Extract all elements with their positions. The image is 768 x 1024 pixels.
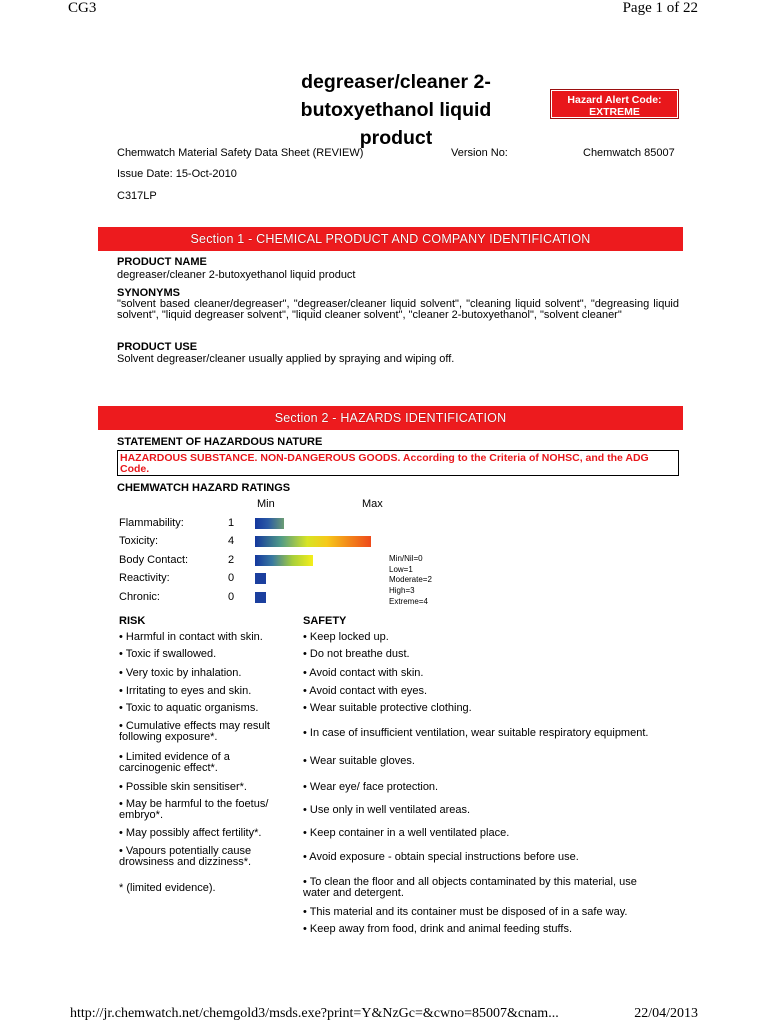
risk-item-line: • Possible skin sensitiser*. [119, 781, 247, 793]
risk-item-line: • Irritating to eyes and skin. [119, 685, 252, 697]
synonyms-heading: SYNONYMS [117, 287, 180, 299]
print-header-page-number: Page 1 of 22 [622, 0, 698, 16]
risk-item-line: carcinogenic effect*. [119, 762, 218, 774]
version-label: Version No: [451, 147, 508, 159]
rating-legend [389, 554, 432, 608]
risk-item [119, 632, 263, 643]
scale-max-label: Max [362, 498, 383, 510]
risk-item [119, 799, 268, 821]
risk-item-line: drowsiness and dizziness*. [119, 856, 252, 868]
risk-item [119, 721, 270, 743]
hazard-alert-badge [550, 89, 679, 119]
safety-item-line: • Wear suitable protective clothing. [303, 702, 472, 714]
synonyms-value: "solvent based cleaner/degreaser", "degreaser/cleaner liquid solvent", "cleaning liquid solvent", "degreasing liquid solvent", "liquid degreaser solvent", "liquid cleaner solvent", "cleaner 2-butoxyethanol", "solvent cleaner" [117, 298, 679, 321]
safety-item-line: • In case of insufficient ventilation, wear suitable respiratory equipment. [303, 727, 649, 739]
section-2-heading: Section 2 - HAZARDS IDENTIFICATION [98, 406, 683, 430]
risk-item-line: • May possibly affect fertility*. [119, 827, 262, 839]
risk-item-line: embryo*. [119, 809, 164, 821]
risk-item [119, 846, 251, 868]
risk-item-line: • Limited evidence of a [119, 751, 230, 763]
rating-bar-flammability [255, 518, 284, 529]
section-1-heading: Section 1 - CHEMICAL PRODUCT AND COMPANY IDENTIFICATION [98, 227, 683, 251]
title-line: butoxyethanol liquid [300, 99, 492, 121]
safety-item [303, 877, 637, 899]
safety-item-line: • Avoid exposure - obtain special instructions before use. [303, 851, 579, 863]
risk-item [119, 782, 247, 793]
safety-item [303, 924, 572, 935]
risk-item-line: * (limited evidence). [119, 882, 216, 894]
rating-value-chronic: 0 [228, 591, 235, 603]
ratings-heading: CHEMWATCH HAZARD RATINGS [117, 482, 291, 494]
risk-heading: RISK [119, 615, 146, 627]
rating-value-flammability: 1 [228, 517, 235, 529]
risk-item [119, 828, 261, 839]
rating-label-chronic: Chronic: [119, 591, 160, 603]
safety-item-line: • Do not breathe dust. [303, 648, 410, 660]
rating-label-flammability: Flammability: [119, 517, 184, 529]
rating-value-body-contact: 2 [228, 554, 235, 566]
safety-item-line: • Keep away from food, drink and animal feeding stuffs. [303, 923, 573, 935]
rating-value-reactivity: 0 [228, 572, 235, 584]
rating-label-body-contact: Body Contact: [119, 554, 189, 566]
rating-bar-body-contact [255, 555, 313, 566]
risk-item [119, 649, 216, 660]
risk-item-line: • Cumulative effects may result [119, 720, 270, 732]
safety-item [303, 852, 579, 863]
legend-item: Extreme=4 [389, 596, 428, 606]
risk-item-line: • Vapours potentially cause [119, 845, 252, 857]
safety-item-line: • Use only in well ventilated areas. [303, 804, 471, 816]
risk-item [119, 686, 251, 697]
risk-item-line: • Toxic to aquatic organisms. [119, 702, 259, 714]
print-footer-date: 22/04/2013 [634, 1006, 698, 1021]
rating-value-toxicity: 4 [228, 535, 235, 547]
risk-item-line: following exposure*. [119, 731, 218, 743]
hazard-alert-level: EXTREME [589, 106, 640, 118]
risk-item-line: • Toxic if swallowed. [119, 648, 217, 660]
scale-min-label: Min [257, 498, 275, 510]
legend-item: Min/Nil=0 [389, 554, 423, 563]
risk-item-line: • May be harmful to the foetus/ [119, 798, 269, 810]
title-line: degreaser/cleaner 2- [301, 71, 491, 93]
hazard-statement-box: HAZARDOUS SUBSTANCE. NON-DANGEROUS GOODS. According to the Criteria of NOHSC, and the ADG Code. [117, 450, 679, 476]
risk-item [119, 883, 216, 894]
document-code: C317LP [117, 190, 157, 202]
safety-heading: SAFETY [303, 615, 347, 627]
product-name-heading: PRODUCT NAME [117, 256, 207, 268]
safety-item [303, 649, 410, 660]
safety-item-line: water and detergent. [303, 887, 404, 899]
rating-bar-reactivity [255, 573, 266, 584]
risk-item-line: • Harmful in contact with skin. [119, 631, 263, 643]
legend-item: Low=1 [389, 564, 413, 574]
safety-item-line: • Wear suitable gloves. [303, 755, 415, 767]
product-use-value: Solvent degreaser/cleaner usually applied by spraying and wiping off. [117, 353, 455, 365]
safety-item-line: • Keep container in a well ventilated place. [303, 827, 510, 839]
risk-item [119, 668, 241, 679]
chemwatch-number: Chemwatch 85007 [583, 147, 675, 159]
rating-label-reactivity: Reactivity: [119, 572, 170, 584]
issue-date: Issue Date: 15-Oct-2010 [117, 168, 237, 180]
risk-item [119, 752, 230, 774]
risk-item [119, 703, 258, 714]
safety-item [303, 632, 389, 643]
rating-bar-toxicity [255, 536, 371, 547]
safety-item [303, 828, 509, 839]
risk-item-line: • Very toxic by inhalation. [119, 667, 242, 679]
hazard-alert-label: Hazard Alert Code: [567, 94, 662, 106]
safety-item [303, 805, 470, 816]
rating-bar-chronic [255, 592, 266, 603]
rating-label-toxicity: Toxicity: [119, 535, 159, 547]
page-title [266, 68, 526, 152]
print-footer-url: http://jr.chemwatch.net/chemgold3/msds.exe?print=Y&NzGc=&cwno=85007&cnam... [70, 1006, 559, 1021]
product-use-heading: PRODUCT USE [117, 341, 198, 353]
legend-item: High=3 [389, 586, 415, 596]
safety-item-line: • Wear eye/ face protection. [303, 781, 439, 793]
safety-item-line: • This material and its container must be disposed of in a safe way. [303, 906, 628, 918]
safety-item-line: • To clean the floor and all objects contaminated by this material, use [303, 876, 637, 888]
sheet-label: Chemwatch Material Safety Data Sheet (REVIEW) [117, 147, 364, 159]
safety-item [303, 686, 427, 697]
safety-item [303, 703, 472, 714]
safety-item [303, 756, 415, 767]
print-header-left: CG3 [68, 0, 97, 16]
safety-item [303, 668, 423, 679]
safety-item [303, 782, 438, 793]
safety-item [303, 907, 627, 918]
safety-item-line: • Avoid contact with skin. [303, 667, 424, 679]
safety-item-line: • Avoid contact with eyes. [303, 685, 428, 697]
title-line: product [359, 127, 433, 149]
safety-item-line: • Keep locked up. [303, 631, 389, 643]
statement-heading: STATEMENT OF HAZARDOUS NATURE [117, 436, 323, 448]
safety-item [303, 728, 648, 739]
legend-item: Moderate=2 [389, 575, 432, 585]
product-name-value: degreaser/cleaner 2-butoxyethanol liquid product [117, 269, 356, 281]
